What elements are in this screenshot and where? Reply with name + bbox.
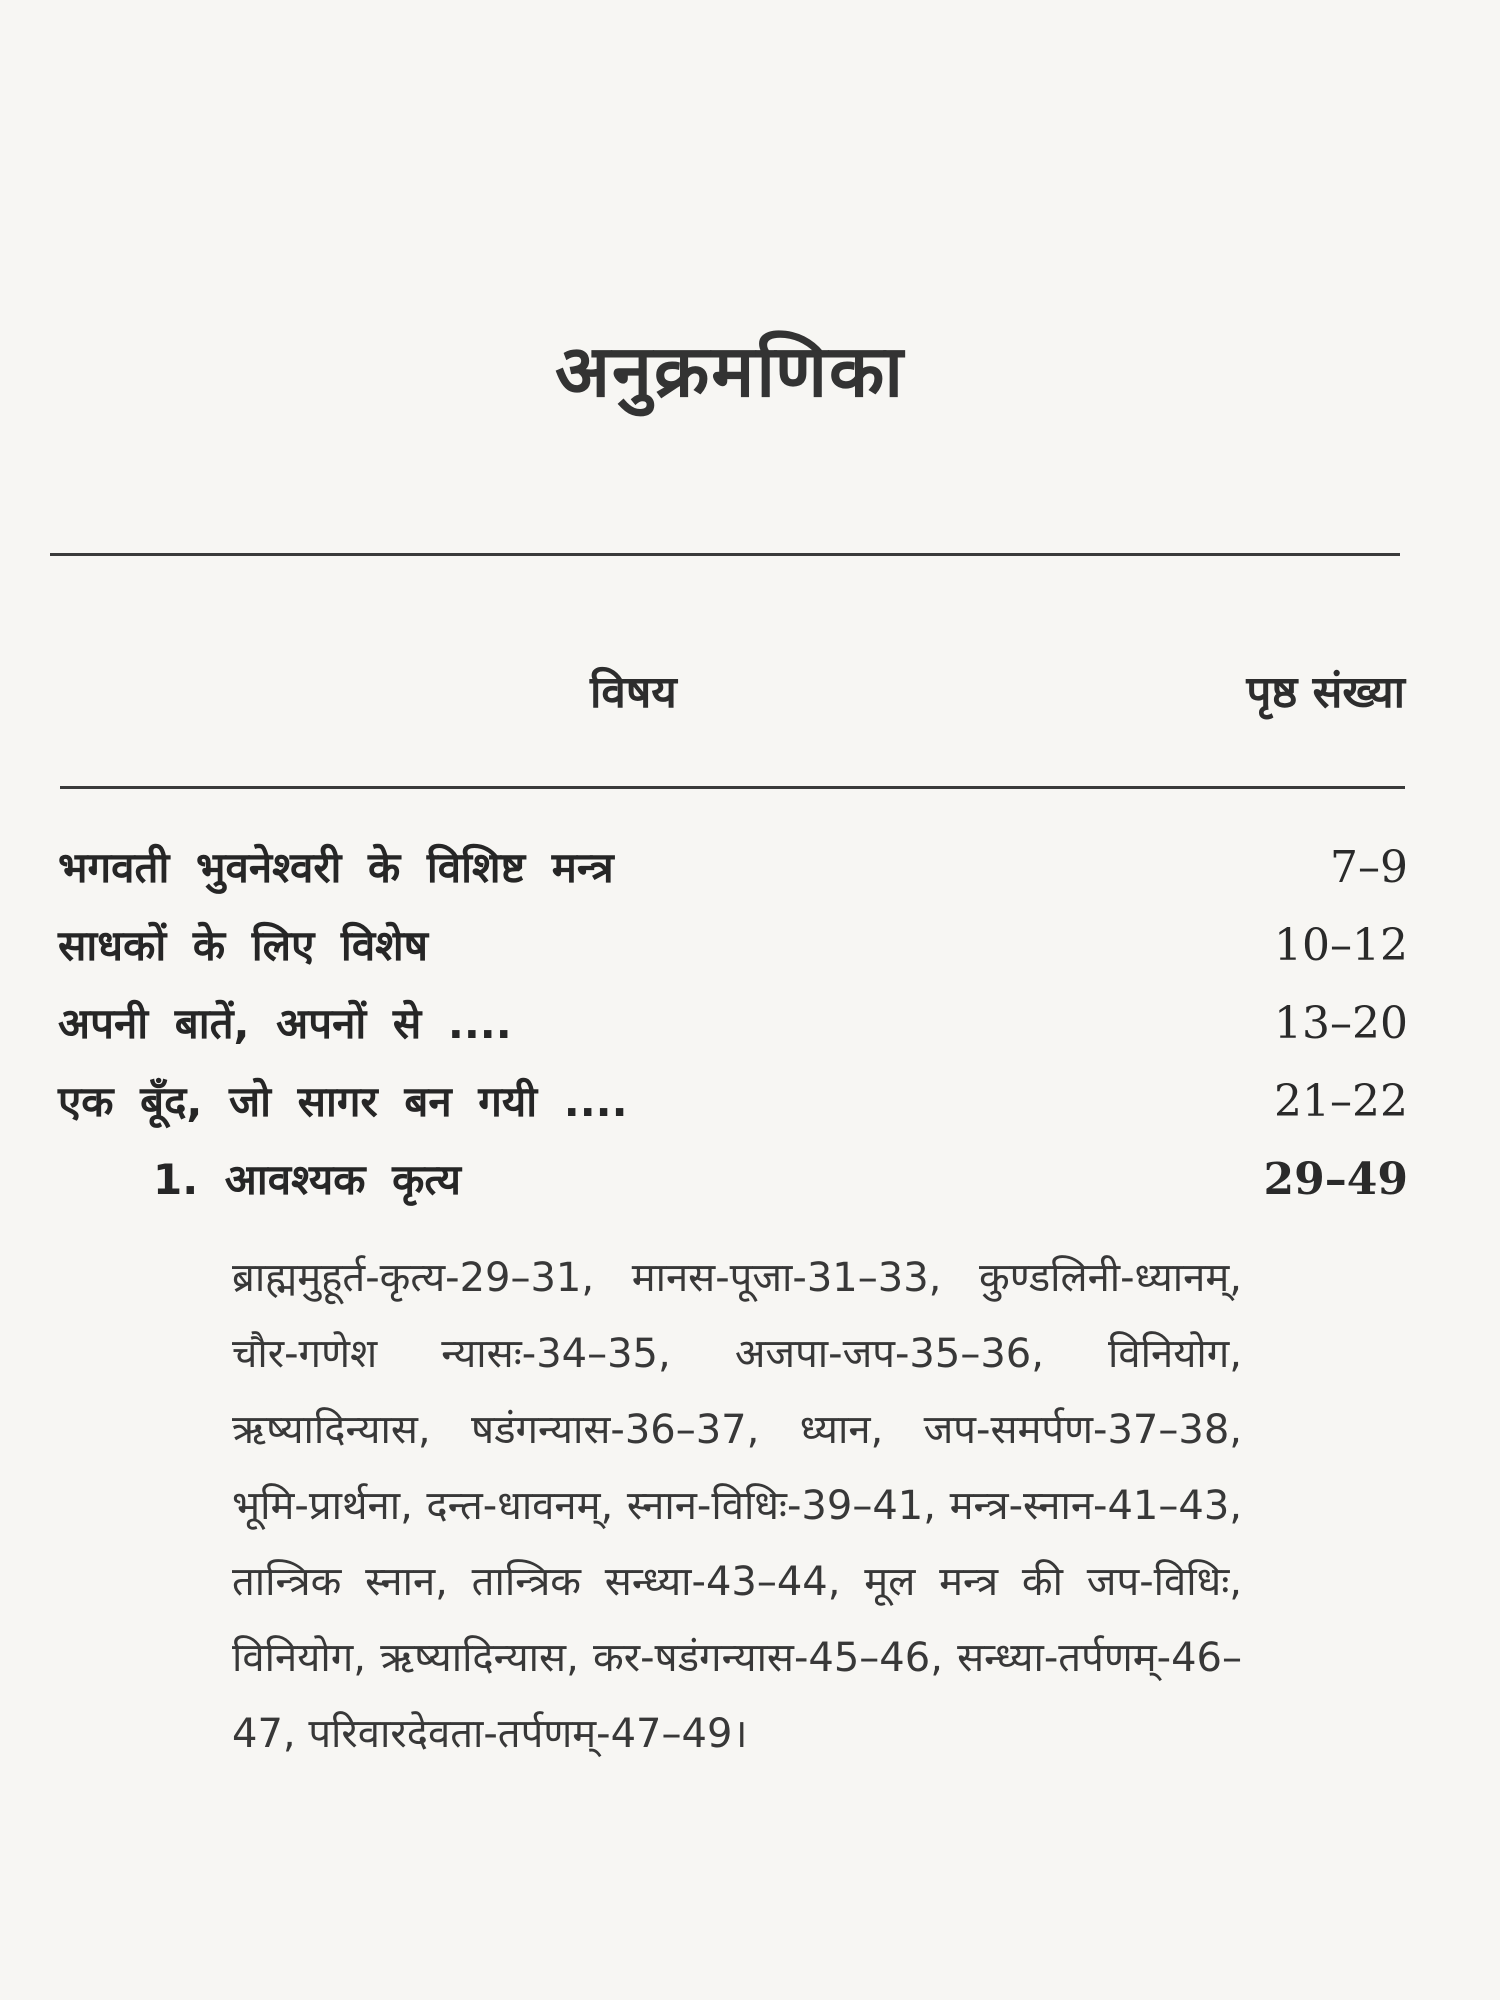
toc-entry (58, 838, 1408, 908)
page-number-column-header: पृष्ठ संख्या (1246, 667, 1405, 718)
top-divider (50, 553, 1400, 556)
toc-entry (58, 916, 1408, 986)
page-title: अनुक्रमणिका (555, 329, 905, 413)
section-contents: ब्राह्ममुहूर्त-कृत्य-29–31, मानस-पूजा-31–33, कुण्डलिनी-ध्यानम्, चौर-गणेश न्यासः-34–35, अजपा-जप-35–36, विनियोग, ऋष्यादिन्यास, षडंगन्यास-36–37, ध्यान, जप-समर्पण-37–38, भूमि-प्रार्थना, दन्त-धावनम्, स्नान-विधिः-39–41, मन्त्र-स्नान-41–43, तान्त्रिक स्नान, तान्त्रिक सन्ध्या-43–44, मूल मन्त्र की जप-विधिः, विनियोग, ऋष्यादिन्यास, कर-षडंगन्यास-45–46, सन्ध्या-तर्पणम्-46–47, परिवारदेवता-तर्पणम्-47–49। (232, 1255, 1242, 1757)
toc-entry-title: एक बूँद, जो सागर बन गयी .... (58, 1077, 628, 1126)
toc-entry-title: साधकों के लिए विशेष (58, 921, 429, 970)
toc-entry-pages: 10–12 (1274, 920, 1408, 971)
toc-entry-pages: 7–9 (1330, 842, 1408, 893)
section-title: 1. आवश्यक कृत्य (153, 1155, 461, 1204)
toc-entry (58, 994, 1408, 1064)
toc-entry-pages: 21–22 (1274, 1076, 1408, 1127)
toc-entry-title: अपनी बातें, अपनों से .... (58, 999, 512, 1048)
toc-entry-pages: 13–20 (1274, 998, 1408, 1049)
header-divider (60, 786, 1405, 789)
subject-column-header: विषय (590, 667, 677, 718)
section-pages: 29–49 (1263, 1154, 1408, 1205)
toc-section-heading (58, 1150, 1408, 1220)
toc-entry-title: भगवती भुवनेश्वरी के विशिष्ट मन्त्र (58, 843, 614, 892)
toc-entry (58, 1072, 1408, 1142)
